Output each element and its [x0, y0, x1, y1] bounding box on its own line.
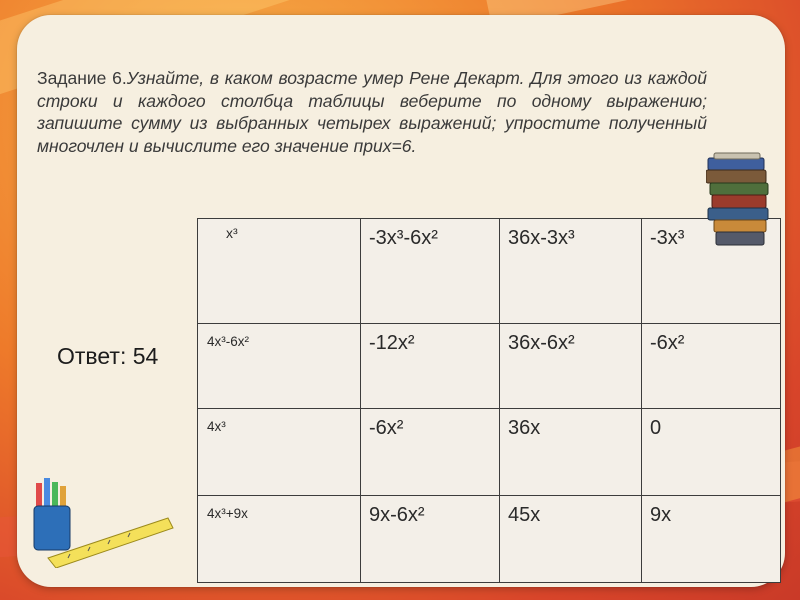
expression-table — [197, 218, 781, 583]
table-cell: 4x³-6x² — [198, 324, 361, 409]
table-cell: -6x² — [642, 324, 781, 409]
books-stack-icon — [706, 150, 776, 250]
table-cell: 36x-3x³ — [500, 219, 642, 324]
table-cell: 36x — [500, 409, 642, 496]
answer-text: Ответ: 54 — [57, 343, 159, 369]
table-row — [198, 496, 781, 583]
table-cell: 4x³+9x — [198, 496, 361, 583]
pencil-cup-icon — [28, 478, 178, 568]
table-cell: 9x — [642, 496, 781, 583]
table-cell: 36x-6x² — [500, 324, 642, 409]
table-cell: 0 — [642, 409, 781, 496]
table-cell: 9x-6x² — [361, 496, 500, 583]
table-cell: 45x — [500, 496, 642, 583]
table-cell: -3x³ — [642, 219, 781, 324]
table-row — [198, 324, 781, 409]
table-cell: x³ — [198, 219, 361, 324]
table-cell: -3x³-6x² — [361, 219, 500, 324]
table-cell: -6x² — [361, 409, 500, 496]
table-cell: 4x³ — [198, 409, 361, 496]
task-label: Задание 6. — [37, 68, 127, 88]
table-cell: -12x² — [361, 324, 500, 409]
table-row — [198, 409, 781, 496]
task-text — [37, 67, 707, 157]
table-row — [198, 219, 781, 324]
task-body: Узнайте, в каком возрасте умер Рене Декарт. Для этого из каждой строки и каждого столбца таблицы веберите по одному выражению; запишите сумму из выбранных четырех выражений; упростите полученный многочлен и вычислите его значение прих=6. — [37, 68, 707, 156]
